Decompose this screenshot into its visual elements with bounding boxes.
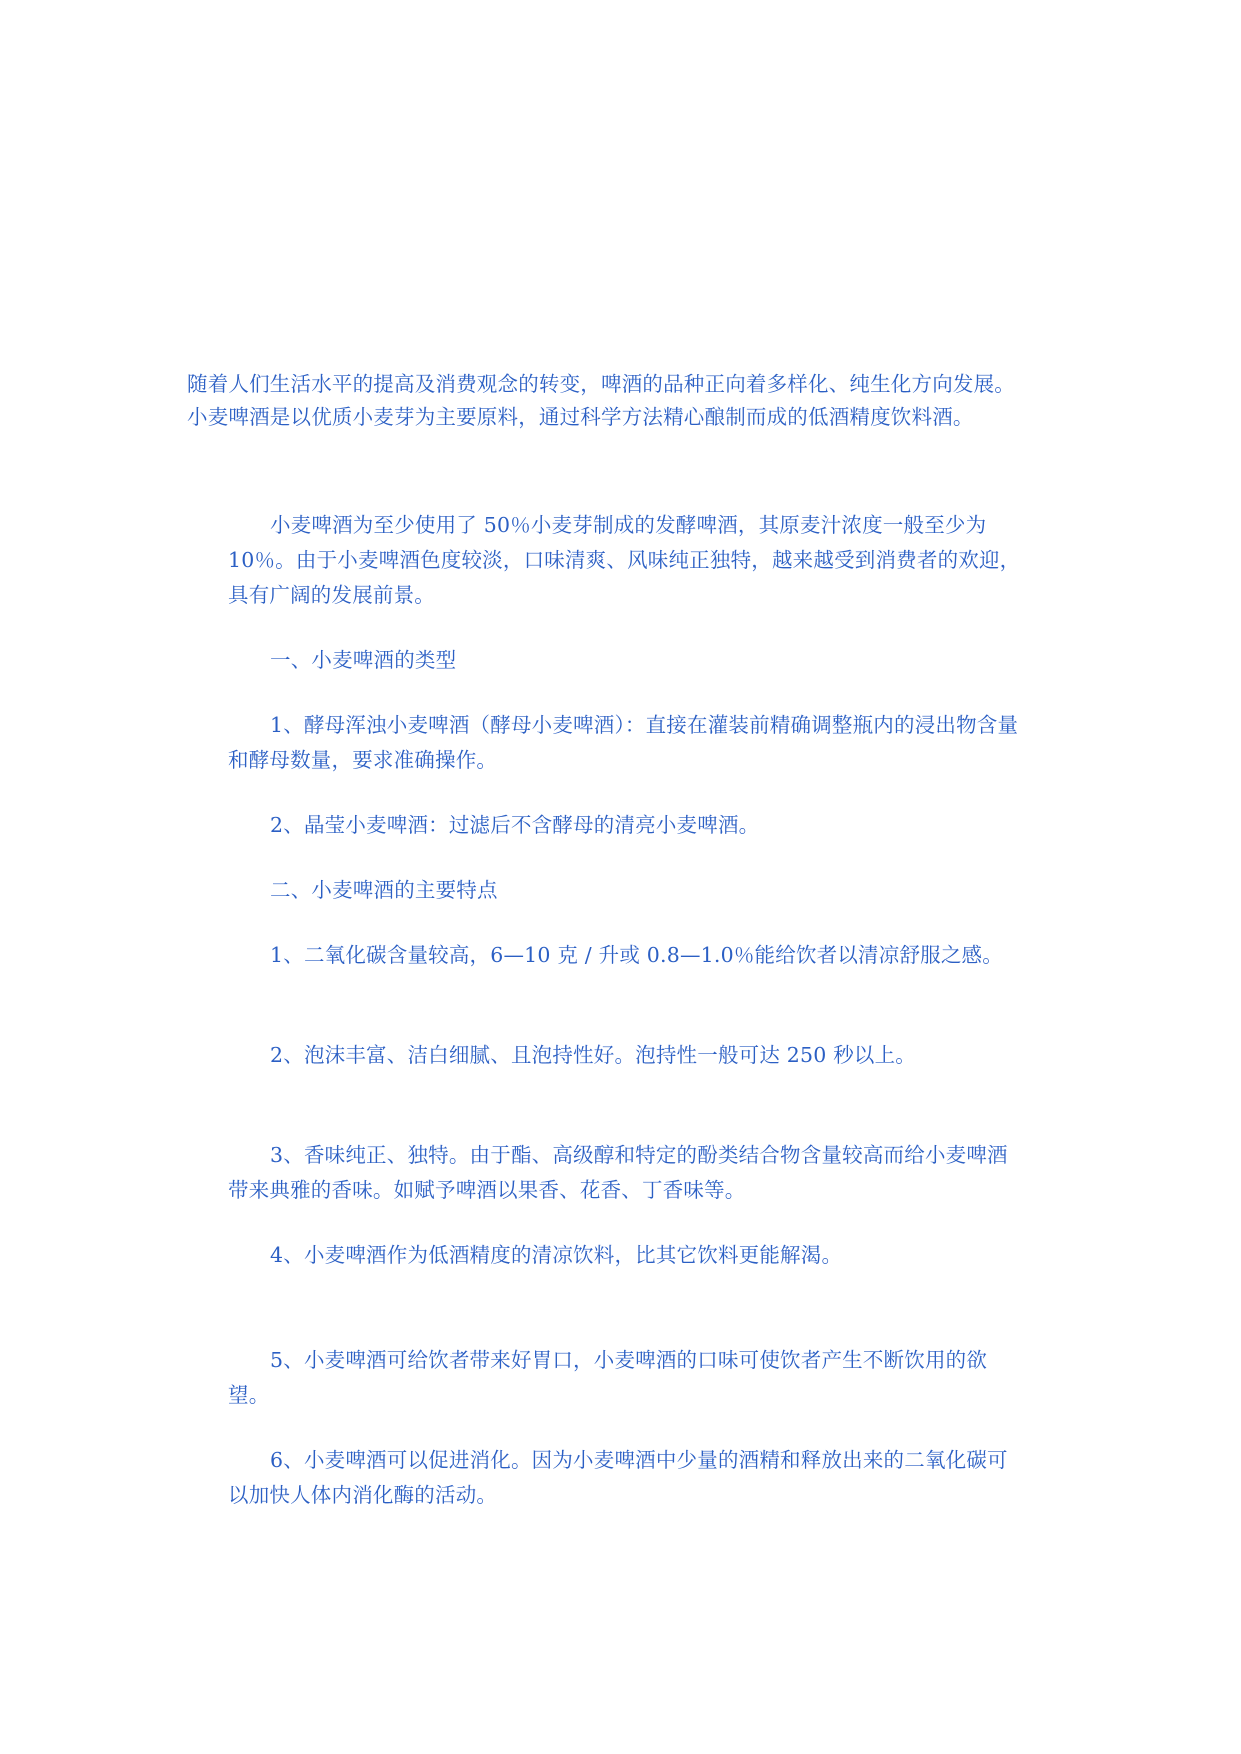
- intro-block: [187, 368, 1087, 434]
- heading-types: 一、小麦啤酒的类型: [270, 648, 457, 672]
- intro-line-1: 随着人们生活水平的提高及消费观念的转变，啤酒的品种正向着多样化、纯生化方向发展。: [187, 372, 1015, 396]
- paragraph-type-2: 2、晶莹小麦啤酒：过滤后不含酵母的清亮小麦啤酒。: [270, 813, 760, 837]
- paragraph-feature-2: 2、泡沫丰富、洁白细腻、且泡持性好。泡持性一般可达 250 秒以上。: [270, 1043, 917, 1067]
- paragraph-feature-6: 6、小麦啤酒可以促进消化。因为小麦啤酒中少量的酒精和释放出来的二氧化碳可以加快人体内消化酶的活动。: [228, 1448, 1008, 1507]
- paragraph-type-1: 1、酵母浑浊小麦啤酒（酵母小麦啤酒）：直接在灌装前精确调整瓶内的浸出物含量和酵母数量，要求准确操作。: [228, 713, 1019, 772]
- paragraph-feature-4: 4、小麦啤酒作为低酒精度的清凉饮料，比其它饮料更能解渴。: [270, 1243, 843, 1267]
- paragraph-feature-5: 5、小麦啤酒可给饮者带来好胃口，小麦啤酒的口味可使饮者产生不断饮用的欲望。: [228, 1348, 988, 1407]
- intro-line-2: 小麦啤酒是以优质小麦芽为主要原料，通过科学方法精心酿制而成的低酒精度饮料酒。: [187, 405, 974, 429]
- heading-features: 二、小麦啤酒的主要特点: [270, 878, 498, 902]
- paragraph-feature-3: 3、香味纯正、独特。由于酯、高级醇和特定的酚类结合物含量较高而给小麦啤酒带来典雅的香味。如赋予啤酒以果香、花香、丁香味等。: [228, 1143, 1008, 1202]
- paragraph-feature-1: 1、二氧化碳含量较高，6—10 克 / 升或 0.8—1.0％能给饮者以清凉舒服之感。: [270, 943, 1003, 967]
- paragraph-overview: 小麦啤酒为至少使用了 50％小麦芽制成的发酵啤酒，其原麦汁浓度一般至少为 10％。由于小麦啤酒色度较淡，口味清爽、风味纯正独特，越来越受到消费者的欢迎，具有广阔的发展前景。: [228, 513, 1021, 607]
